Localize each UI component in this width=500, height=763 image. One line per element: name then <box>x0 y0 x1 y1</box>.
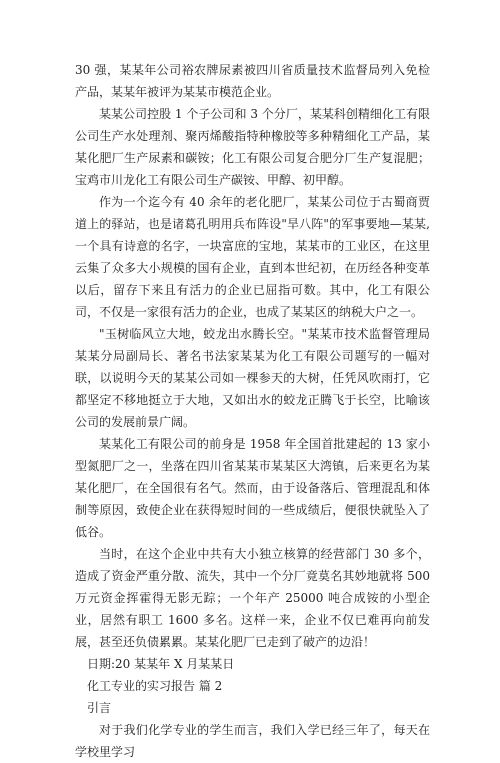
paragraph-intro: 对于我们化学专业的学生而言，我们入学已经三年了，每天在学校里学习 <box>75 723 430 759</box>
paragraph-crisis: 当时，在这个企业中共有大小独立核算的经营部门 30 多个，造成了资金严重分散、流失，其中一个分厂竟莫名其妙地就将 500 万元资金挥霍得无影无踪；一个年产 25000 吨合成铵的小型企业，居然有职工 1600 多名。这样一来，企业不仅已难再向前发展，甚至还负债累累。某某化肥厂已走到了破产的边沿！ <box>75 547 430 649</box>
section-heading: 引言 <box>87 701 112 715</box>
paragraph-continuation: 30 强，某某年公司裕农牌尿素被四川省质量技术监督局列入免检产品，某某年被评为某某市模范企业。 <box>75 63 430 99</box>
paragraph-origins: 某某化工有限公司的前身是 1958 年全国首批建起的 13 家小型氮肥厂之一，坐落在四川省某某市某某区大湾镇，后来更名为某某化肥厂，在全国很有名气。然而，由于设备落后、管理混乱和体制等原因，致使企业在获得短时间的一些成绩后，便很快就坠入了低谷。 <box>75 437 430 539</box>
paragraph-history: 作为一个迄今有 40 余年的老化肥厂，某某公司位于古蜀商贾道上的驿站，也是诸葛孔明用兵布阵设"旱八阵"的军事要地—某某,一个具有诗意的名字，一块富庶的宝地，某某市的工业区，在这里云集了众多大小规模的国有企业，直到本世纪初，在历经各种变革以后，留存下来且有活力的企业已屈指可数。其中，化工有限公司，不仅是一家很有活力的企业，也成了某某区的纳税大户之一。 <box>75 195 430 319</box>
paragraph-couplet: "玉树临风立大地，蛟龙出水腾长空。"某某市技术监督管理局某某分局副局长、著名书法家某某为化工有限公司题写的一幅对联，以说明今天的某某公司如一棵参天的大树，任凭风吹雨打，它都坚定不移地挺立于大地，又如出水的蛟龙正腾飞于长空，比喻该公司的发展前景广阔。 <box>75 327 430 429</box>
date-line: 日期:20 某某年 X 月某某日 <box>87 657 235 671</box>
document-body <box>75 59 430 763</box>
report-title: 化工专业的实习报告 篇 2 <box>87 679 223 693</box>
paragraph-subsidiaries: 某某公司控股 1 个子公司和 3 个分厂，某某科创精细化工有限公司生产水处理剂、聚丙烯酸指特种橡胶等多种精细化工产品，某某化肥厂生产尿素和碳铵；化工有限公司复合肥分厂生产复混肥；宝鸡市川龙化工有限公司生产碳铵、甲醇、初甲醇。 <box>75 107 430 187</box>
